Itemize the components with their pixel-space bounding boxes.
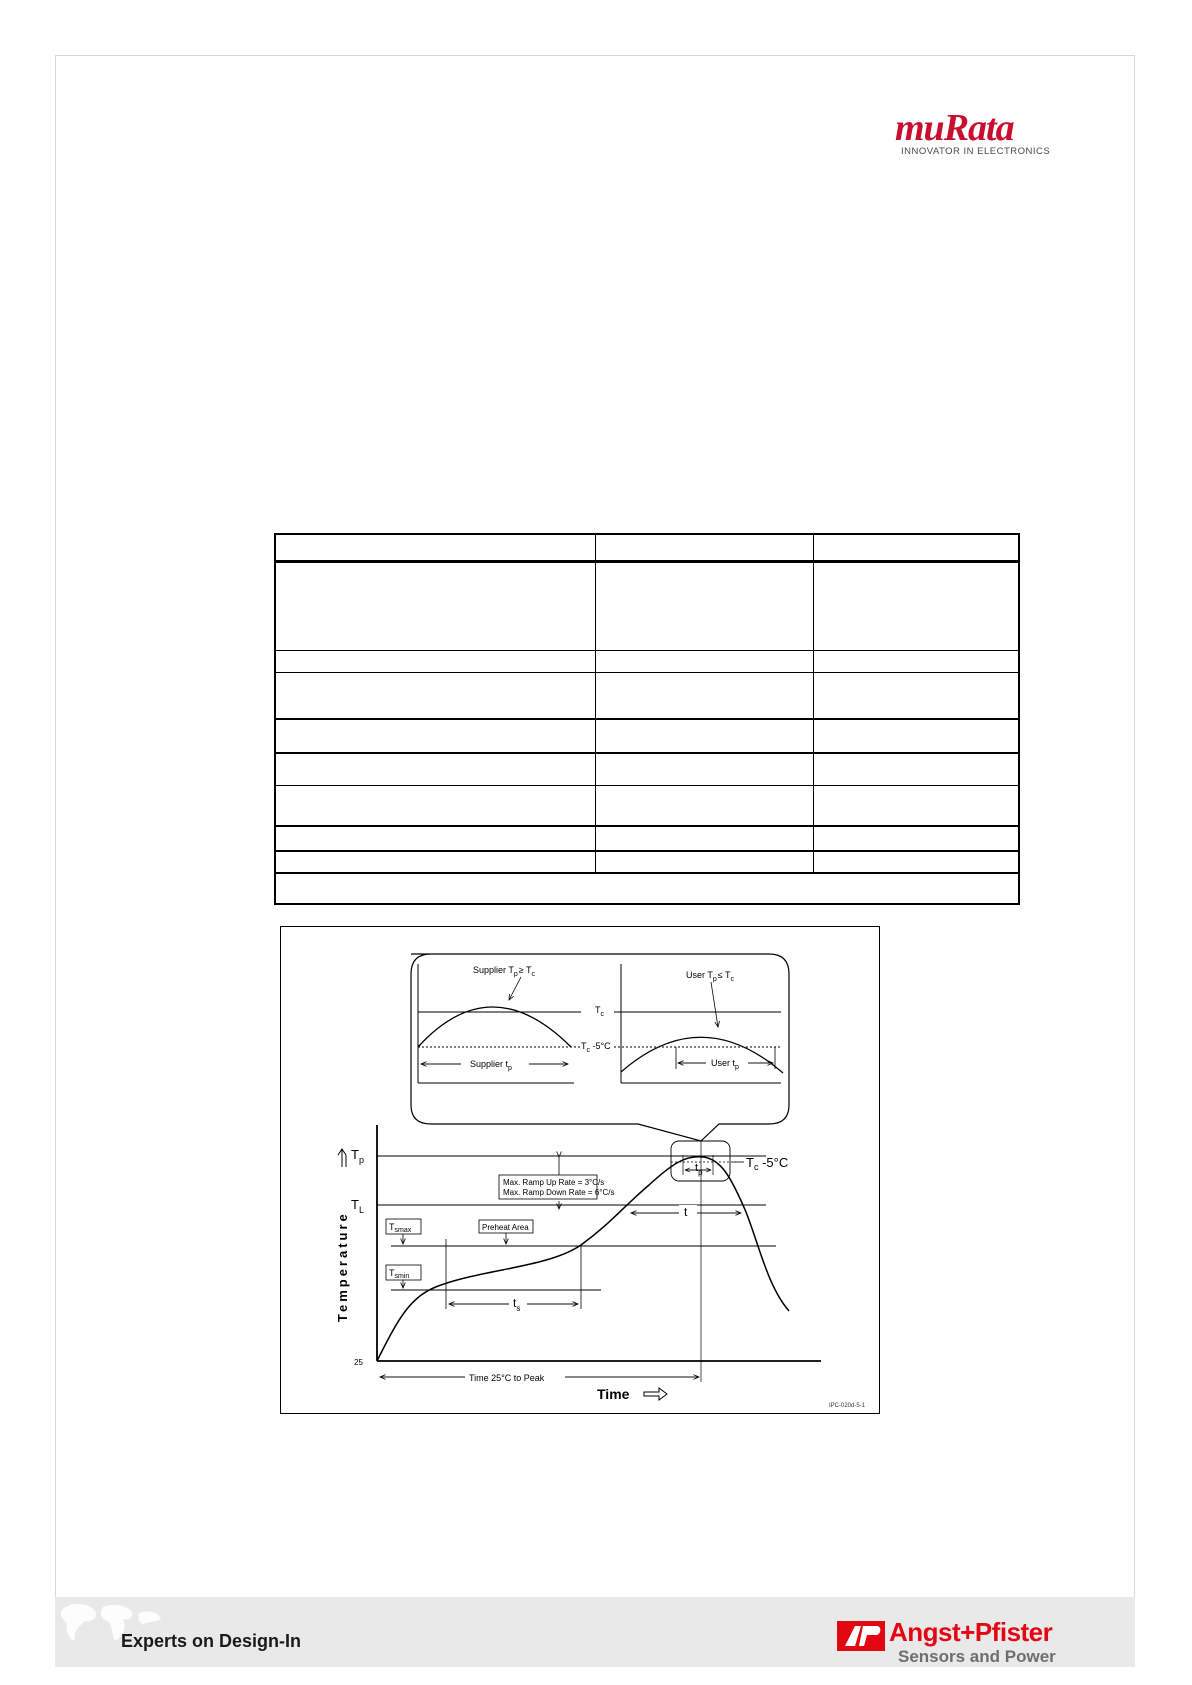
tp-time-label: $t_p$ [695,1162,703,1177]
angst-pfister-logo-mark [837,1621,885,1651]
reflow-profile-svg [281,927,881,1415]
table-row-rule [276,785,1018,786]
inset-left-supplier-time-label: Supplier $t_p$ [470,1059,512,1072]
tsmin-label: $T_{smin}$ [389,1268,410,1280]
tsmax-label: $T_{smax}$ [389,1222,412,1234]
tl-axis-label: $T_L$ [351,1197,364,1215]
y-start-label: 25 [354,1358,363,1367]
ramp-down-text: Max. Ramp Down Rate = 6°C/s [503,1188,615,1197]
inset-left [418,964,581,1083]
ts-label: $t_s$ [513,1296,521,1313]
main-tc-minus-label: $T_c$ -5°C [746,1155,789,1172]
inset-left-curve [418,1007,571,1047]
footer-tagline: Experts on Design-In [121,1631,302,1651]
inset-right-curve [621,1037,783,1073]
x-axis-title: Time [597,1386,630,1402]
table-column-rule [813,535,814,872]
murata-logo-text: muRata [895,107,1014,149]
inset-left-supplier-tp-label: Supplier $T_p\ge T_c$ [473,965,536,978]
table-header-rule [276,560,1018,563]
table-row-rule [276,650,1018,651]
footer [55,1597,1135,1667]
tp-axis-label: $T_p$ [351,1147,364,1165]
x-axis-arrow-icon [644,1388,667,1400]
time-to-peak-label: Time 25°C to Peak [469,1373,545,1383]
table-row-rule [276,825,1018,827]
table-row-rule [276,752,1018,754]
inset-tc-label: $T_c$ [595,1005,604,1018]
table-row-rule [276,872,1018,874]
murata-logo-tagline: INNOVATOR IN ELECTRONICS [901,146,1051,157]
table-row-rule [276,850,1018,852]
inset-right-user-tp-label: User $T_p\le T_c$ [686,970,735,983]
inset-right-user-time-label: User $t_p$ [711,1058,739,1071]
murata-logo [895,108,1060,160]
figure-id: IPC-020d-5-1 [829,1403,866,1409]
t-label: t [684,1205,688,1219]
spec-table [274,533,1020,905]
table-column-rule [595,535,596,872]
inset-tc-minus-label: $T_c$ -5°C [581,1041,611,1054]
company-subtitle: Sensors and Power [898,1647,1056,1666]
table-row-rule [276,718,1018,720]
preheat-label: Preheat Area [482,1223,529,1232]
y-axis-title: Temperature [335,1211,350,1322]
table-row-rule [276,672,1018,673]
inset-right [614,964,783,1083]
y-axis-arrow-icon [338,1149,346,1167]
reflow-profile-figure [280,926,880,1414]
company-name: Angst+Pfister [889,1617,1053,1647]
ramp-up-text: Max. Ramp Up Rate = 3°C/s [503,1178,605,1187]
